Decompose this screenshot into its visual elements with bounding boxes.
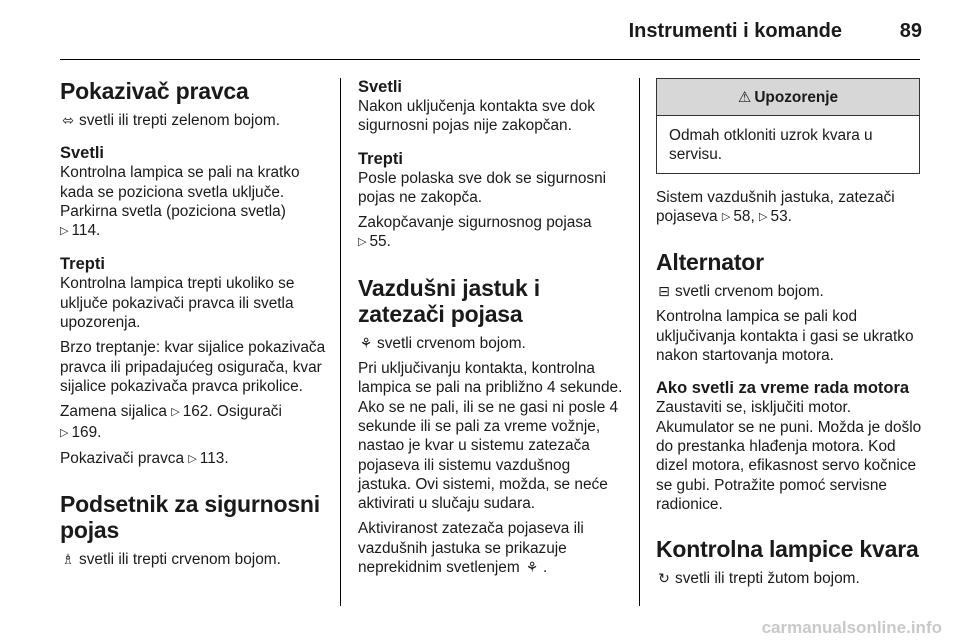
airbag-icon: ⚘ <box>525 559 539 576</box>
heading-trepti: Trepti <box>60 255 105 274</box>
airbag-paragraph-2: Aktiviranost zatezača pojaseva ili vazdušnih jastuka se prikazuje neprekidnim svetlenjem ⚘ . <box>358 520 584 577</box>
alternator-paragraph: Kontrolna lampica se pali kod uključivanja kontakta i gasi se ukratko nakon startovanja motora. <box>656 308 914 365</box>
malfunction-text: svetli ili trepti žutom bojom. <box>675 570 860 588</box>
seat-belt-line <box>60 550 326 569</box>
column-divider-2 <box>639 78 640 606</box>
warning-box <box>656 78 920 174</box>
malfunction-line <box>656 569 922 588</box>
column-2 <box>358 78 624 583</box>
ako-paragraph: Zaustaviti se, isključiti motor. Akumulator se ne puni. Možda je došlo do prestanka hlađenja motora. Kod dizel motora, efikasnost servo kočnice se gubi. Potražite pomoć servisne radionice. <box>656 399 922 513</box>
column-divider-1 <box>340 78 341 606</box>
ref-arrow-icon: ▷ <box>721 210 731 223</box>
sistem-ref-2[interactable]: 53. <box>770 207 792 225</box>
ref-arrow-icon: ▷ <box>171 406 180 419</box>
seat-belt-icon: ♗ <box>61 551 75 568</box>
pokazivaci-text: Pokazivači pravca <box>60 449 185 467</box>
pokazivaci-ref[interactable]: 113. <box>199 449 229 467</box>
battery-icon: ⊟ <box>658 283 670 300</box>
trepti-paragraph: Kontrolna lampica trepti ukoliko se uključe pokazivači pravca ili svetla upozorenja. <box>60 275 295 332</box>
heading-alternator: Alternator <box>656 249 764 276</box>
sistem-text: Sistem vazdušnih jastuka, zatezači pojaseva <box>656 188 895 225</box>
warning-body: Odmah otkloniti uzrok kvara u servisu. <box>669 127 873 164</box>
alternator-text: svetli crvenom bojom. <box>675 283 824 301</box>
heading-ako-svetli: Ako svetli za vreme rada motora <box>656 379 910 398</box>
airbag-p2-text: Aktiviranost zatezača pojaseva ili vazdušnih jastuka se prikazuje neprekidnim svetlenjem <box>358 520 584 577</box>
warning-triangle-icon: ⚠ <box>737 89 752 106</box>
svetli-ref[interactable]: 114. <box>71 222 101 240</box>
heading-svetli: Svetli <box>60 144 105 163</box>
ref-arrow-icon: ▷ <box>60 225 69 238</box>
heading-trepti-belt: Trepti <box>358 149 403 168</box>
zamena-ref-2[interactable]: 169. <box>71 423 102 441</box>
column-1 <box>60 78 326 575</box>
header-rule <box>60 59 920 60</box>
sistem-ref-1[interactable]: 58, <box>733 207 755 225</box>
warning-title: Upozorenje <box>754 89 839 106</box>
engine-check-icon: ↻ <box>658 570 670 587</box>
trepti-belt-paragraph: Posle polaska sve dok se sigurnosni pojas ne zakopča. <box>358 169 607 206</box>
airbag-icon: ⚘ <box>359 334 373 351</box>
watermark: carmanualsonline.info <box>761 618 942 637</box>
brzo-paragraph: Brzo treptanje: kvar sijalice pokazivača pravca ili pripadajućeg osigurača, kvar sijalice pokazivača pravca prikolice. <box>60 339 326 395</box>
zakop-paragraph <box>358 213 624 253</box>
svetli-paragraph <box>60 163 326 241</box>
turn-signal-icon: ⬄ <box>62 112 74 128</box>
sistem-paragraph <box>656 188 922 228</box>
page-number: 89 <box>899 20 922 42</box>
svetli-belt-paragraph: Nakon uključenja kontakta sve dok sigurnosni pojas nije zakopčan. <box>358 98 595 135</box>
zakop-text: Zakopčavanje sigurnosnog pojasa <box>358 214 592 232</box>
zamena-paragraph <box>60 402 326 443</box>
column-3 <box>656 78 922 594</box>
heading-svetli-belt: Svetli <box>358 78 403 96</box>
warning-header <box>657 79 919 116</box>
page-header <box>0 20 960 48</box>
ref-arrow-icon: ▷ <box>358 236 367 249</box>
turn-signal-text: svetli ili trepti zelenom bojom. <box>79 112 281 129</box>
turn-signal-line <box>60 111 326 130</box>
heading-turn-signal: Pokazivač pravca <box>60 78 249 104</box>
seat-belt-text: svetli ili trepti crvenom bojom. <box>79 551 281 569</box>
svetli-text: Kontrolna lampica se pali na kratko kada se poziciona svetla uključe. Parkirna svetla (poziciona svetla) <box>60 164 300 220</box>
heading-malfunction: Kontrolna lampice kvara <box>656 536 919 563</box>
airbag-text: svetli crvenom bojom. <box>377 334 526 352</box>
header-title: Instrumenti i komande <box>628 20 842 42</box>
heading-seat-belt: Podsetnik za sigurnosni pojas <box>60 491 320 544</box>
airbag-line <box>358 334 624 353</box>
heading-airbag: Vazdušni jastuk i zatezači pojasa <box>358 274 540 327</box>
zakop-ref[interactable]: 55. <box>369 233 391 251</box>
ref-arrow-icon: ▷ <box>759 210 768 223</box>
airbag-paragraph-1: Pri uključivanju kontakta, kontrolna lampica se pali na približno 4 sekunde. Ako se ne pali, ili se ne gasi ni posle 4 sekunde ili se pali za vreme vožnje, nastao je kvar u sistemu zatezača pojaseva ili sistemu vazdušnog jastuka. Ovi sistemi, možda, se neće aktivirati u slučaju sudara. <box>358 360 623 513</box>
ref-arrow-icon: ▷ <box>60 426 69 439</box>
pokazivaci-paragraph <box>60 449 326 469</box>
ref-arrow-icon: ▷ <box>188 452 197 465</box>
alternator-line <box>656 282 922 301</box>
zamena-text: Zamena sijalica <box>60 403 167 421</box>
zamena-ref-1[interactable]: 162. Osigurači <box>182 403 282 421</box>
